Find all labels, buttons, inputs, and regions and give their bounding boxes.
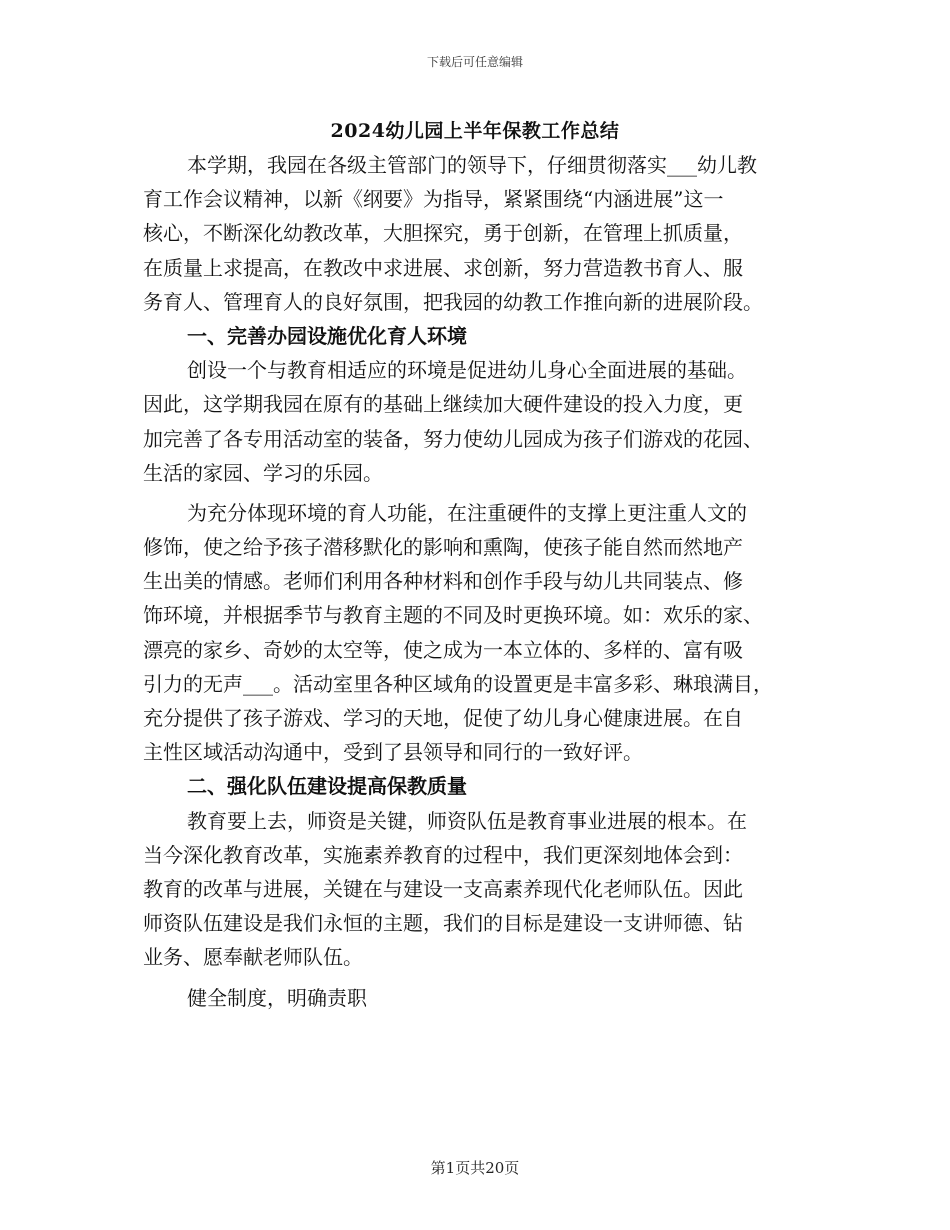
paragraph-line: 核心，不断深化幼教改革，大胆探究，勇于创新，在管理上抓质量， bbox=[143, 221, 743, 246]
subsection-line: 健全制度，明确责职 bbox=[187, 985, 367, 1010]
section-heading-1: 一、完善办园设施优化育人环境 bbox=[187, 323, 467, 348]
paragraph-line: 创设一个与教育相适应的环境是促进幼儿身心全面进展的基础。 bbox=[187, 358, 747, 383]
document-title: 2024幼儿园上半年保教工作总结 bbox=[330, 120, 620, 142]
section-heading-2: 二、强化队伍建设提高保教质量 bbox=[187, 774, 467, 799]
paragraph-line: 引力的无声___。活动室里各种区域角的设置更是丰富多彩、琳琅满目， bbox=[143, 671, 773, 696]
page-footer: 第1页共20页 bbox=[430, 1159, 520, 1177]
paragraph-line: 修饰，使之给予孩子潜移默化的影响和熏陶，使孩子能自然而然地产 bbox=[143, 535, 743, 560]
paragraph-line: 漂亮的家乡、奇妙的太空等，使之成为一本立体的、多样的、富有吸 bbox=[143, 637, 743, 662]
paragraph-line: 务育人、管理育人的良好氛围，把我园的幼教工作推向新的进展阶段。 bbox=[143, 289, 763, 314]
paragraph-line: 饰环境，并根据季节与教育主题的不同及时更换环境。如：欢乐的家、 bbox=[143, 603, 763, 628]
paragraph-line: 在质量上求提高，在教改中求进展、求创新，努力营造教书育人、服 bbox=[143, 255, 743, 280]
paragraph-line: 育工作会议精神，以新《纲要》为指导，紧紧围绕“内涵进展”这一 bbox=[143, 187, 724, 212]
paragraph-line: 生活的家园、学习的乐园。 bbox=[143, 460, 383, 485]
document-body bbox=[143, 148, 815, 1015]
paragraph-line: 充分提供了孩子游戏、学习的天地，促使了幼儿身心健康进展。在自 bbox=[143, 706, 743, 730]
paragraph-line: 业务、愿奉献老师队伍。 bbox=[143, 945, 363, 970]
paragraph-line: 生出美的情感。老师们利用各种材料和创作手段与幼儿共同装点、修 bbox=[143, 569, 743, 594]
paragraph-line: 主性区域活动沟通中，受到了县领导和同行的一致好评。 bbox=[143, 740, 643, 765]
paragraph-line: 因此，这学期我园在原有的基础上继续加大硬件建设的投入力度，更 bbox=[143, 392, 743, 417]
paragraph-line: 为充分体现环境的育人功能，在注重硬件的支撑上更注重人文的 bbox=[187, 500, 747, 525]
paragraph-line: 加完善了各专用活动室的装备，努力使幼儿园成为孩子们游戏的花园、 bbox=[143, 426, 763, 451]
paragraph-line: 本学期，我园在各级主管部门的领导下，仔细贯彻落实___幼儿教 bbox=[187, 153, 757, 177]
paragraph-line: 教育的改革与进展，关键在与建设一支高素养现代化老师队伍。因此 bbox=[143, 876, 743, 901]
paragraph-line: 师资队伍建设是我们永恒的主题，我们的目标是建设一支讲师德、钻 bbox=[143, 911, 743, 936]
paragraph-line: 教育要上去，师资是关键，师资队伍是教育事业进展的根本。在 bbox=[187, 808, 747, 833]
header-note: 下载后可任意编辑 bbox=[426, 55, 523, 69]
paragraph-line: 当今深化教育改革，实施素养教育的过程中，我们更深刻地体会到： bbox=[143, 842, 743, 867]
